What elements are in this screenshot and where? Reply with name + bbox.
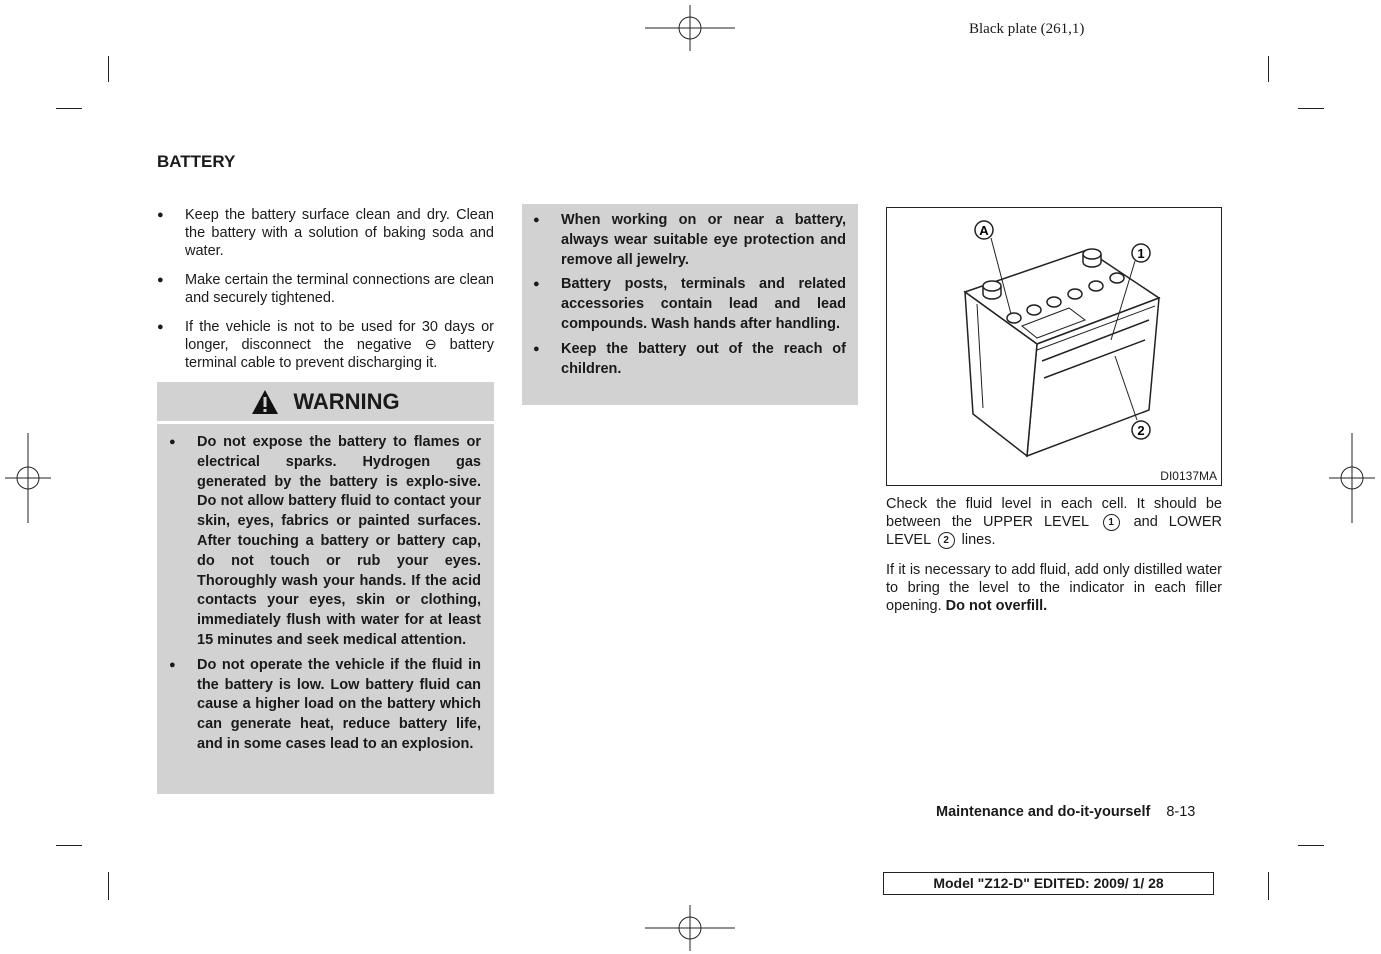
page-number: 8-13 [1166, 804, 1196, 820]
caution-item: ● When working on or near a battery, always wear suitable eye protection and remove all jewelry. [533, 211, 846, 270]
paragraph-text: Check the fluid level in each cell. It should be between the UPPER LEVEL [886, 496, 1222, 530]
list-item: ● Make certain the terminal connections are clean and securely tightened. [157, 271, 494, 307]
page-footer [936, 804, 1195, 820]
warning-item: ● Do not operate the vehicle if the fluid in the battery is low. Low battery fluid can cause a higher load on the battery which can generate heat, reduce battery life, and in some cases lead to an explosion. [169, 656, 481, 755]
caution-item: ● Keep the battery out of the reach of children. [533, 340, 846, 380]
registration-mark-right [1329, 433, 1375, 523]
paragraph-text: If it is necessary to add fluid, add only distilled water to bring the level to the indicator in each filler opening. [886, 562, 1222, 614]
crop-mark [1298, 845, 1324, 846]
battery-illustration [887, 208, 1221, 485]
battery-figure [886, 207, 1222, 486]
crop-mark [1298, 108, 1324, 109]
crop-mark [56, 845, 82, 846]
list-item: ● Keep the battery surface clean and dry. Clean the battery with a solution of baking soda and water. [157, 206, 494, 260]
section-heading: BATTERY [157, 152, 236, 171]
warning-header [157, 382, 494, 421]
figure-code: DI0137MA [1160, 469, 1217, 483]
plate-label: Black plate (261,1) [969, 21, 1085, 37]
caution-item: ● Battery posts, terminals and related accessories contain lead and lead compounds. Wash hands after handling. [533, 275, 846, 334]
caution-box [522, 204, 858, 405]
crop-mark [108, 872, 109, 900]
crop-mark [108, 56, 109, 82]
paragraph-text: lines. [961, 532, 996, 548]
registration-mark-top [645, 5, 735, 51]
crop-mark [1268, 872, 1269, 900]
list-item: ● If the vehicle is not to be used for 30 days or longer, disconnect the negative ⊖ battery terminal cable to prevent discharging it. [157, 318, 494, 372]
warning-box [157, 424, 494, 794]
warning-item: ● Do not expose the battery to flames or electrical sparks. Hydrogen gas generated by the battery is explo-sive. Do not allow battery fluid to contact your skin, eyes, fabrics or painted surfaces. After touching a battery or battery cap, do not touch or rub your eyes. Thoroughly wash your hands. If the acid contacts your eyes, skin or clothing, immediately flush with water for at least 15 minutes and seek medical attention. [169, 433, 481, 651]
registration-mark-left [5, 433, 51, 523]
crop-mark [56, 108, 82, 109]
crop-mark [1268, 56, 1269, 82]
model-edition-box: Model "Z12-D" EDITED: 2009/ 1/ 28 [883, 872, 1214, 895]
upper-level-marker: 1 [1103, 514, 1120, 531]
fluid-level-paragraph [886, 495, 1222, 549]
footer-section: Maintenance and do-it-yourself [936, 804, 1151, 820]
paragraph-text: and LOWER LEVEL [886, 514, 1222, 548]
warning-triangle-icon [251, 389, 279, 415]
add-fluid-paragraph [886, 561, 1222, 615]
callout-1: 1 [1137, 246, 1145, 261]
callout-2: 2 [1137, 423, 1145, 438]
left-column [157, 206, 494, 383]
paragraph-emphasis: Do not overfill. [945, 598, 1048, 614]
callout-a: A [979, 223, 989, 238]
registration-mark-bottom [645, 905, 735, 951]
lower-level-marker: 2 [938, 532, 955, 549]
warning-title: WARNING [293, 388, 400, 414]
